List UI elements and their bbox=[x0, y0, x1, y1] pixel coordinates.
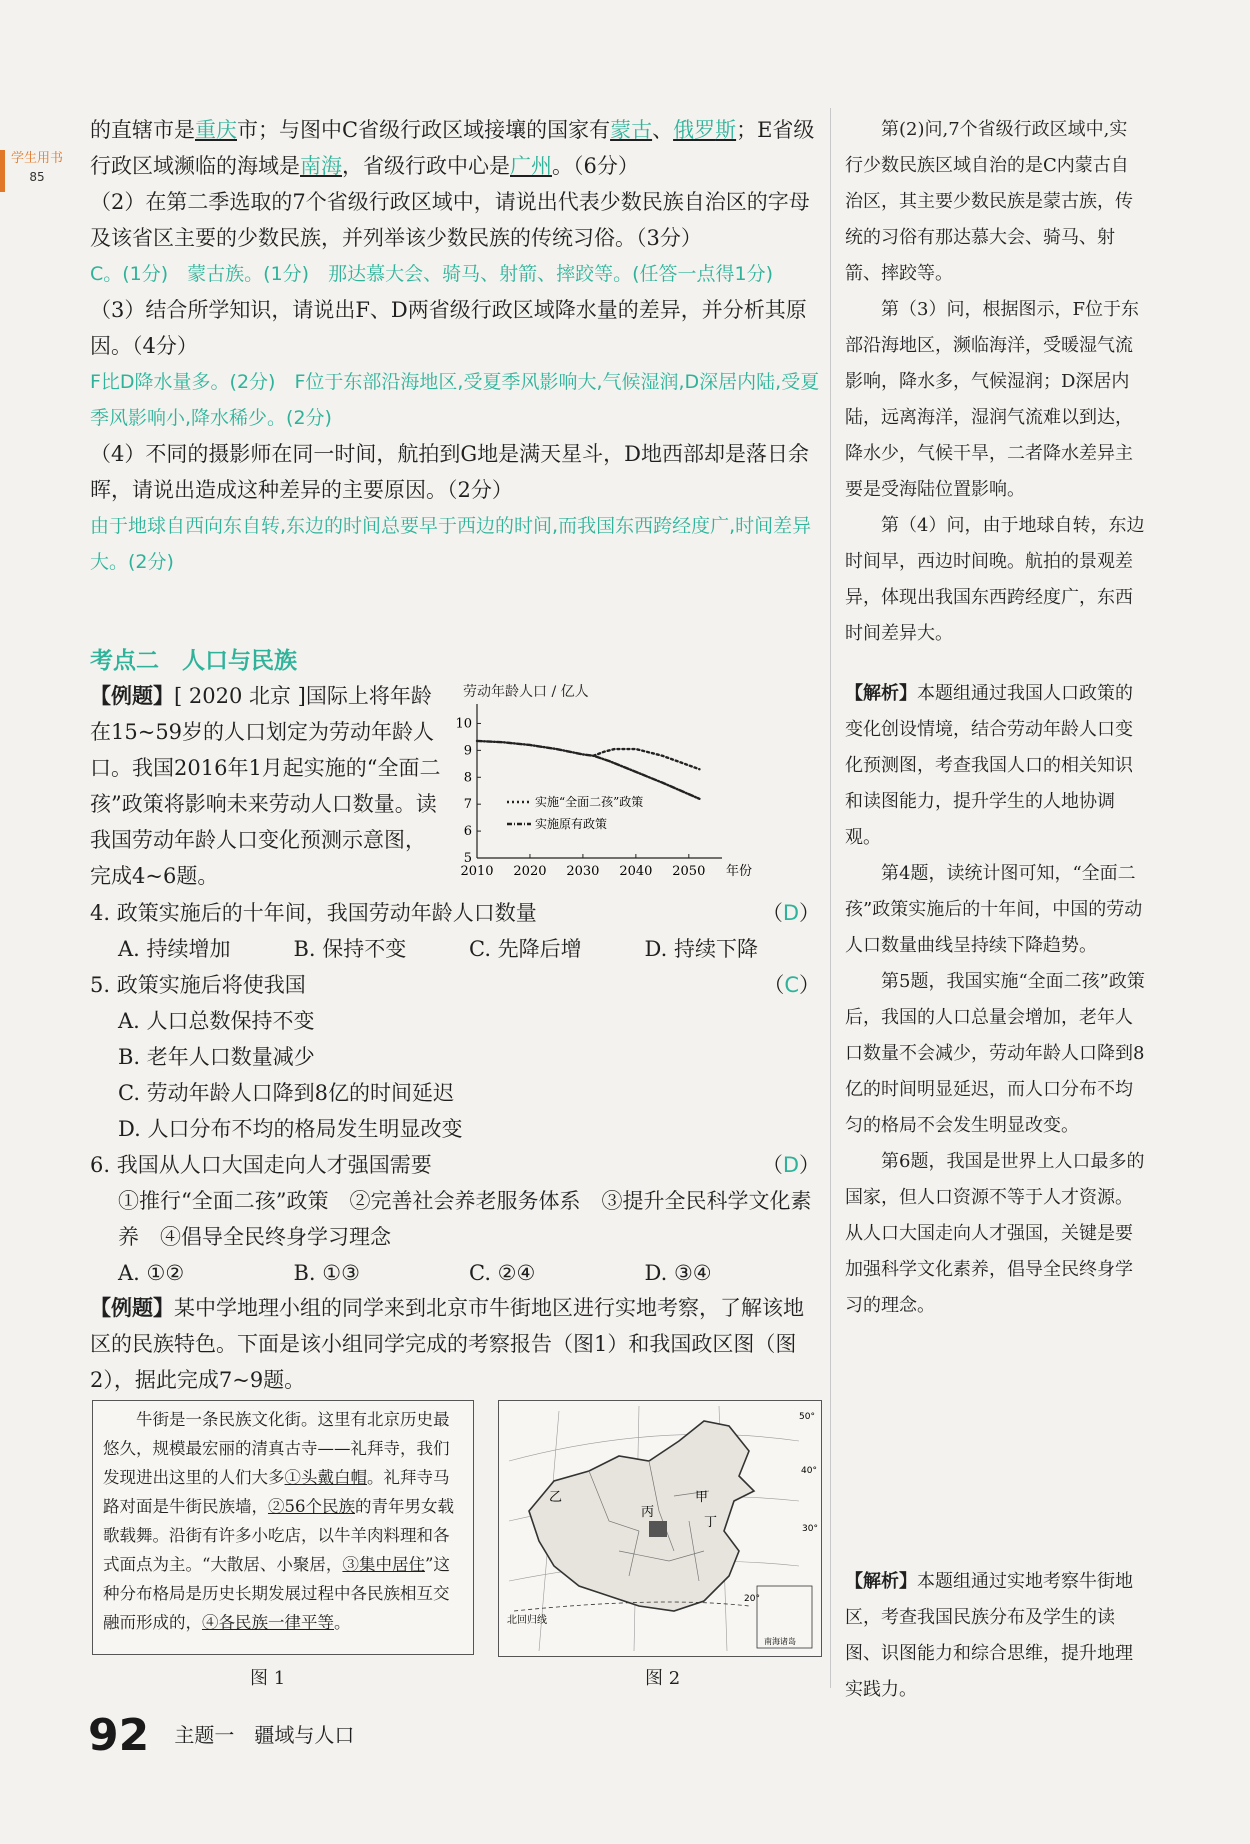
question-block-1 bbox=[90, 112, 820, 580]
x-tick-label: 2030 bbox=[566, 864, 600, 879]
sidebar-tab bbox=[6, 150, 68, 186]
question-5-text: 5. 政策实施后将使我国 bbox=[90, 973, 306, 997]
example-text: 国际上将年龄在15~59岁的人口划定为劳动年龄人口。我国2016年1月起实施的“全面二孩”政策将影响未来劳动人口数量。读我国劳动年龄人口变化预测示意图，完成4~6题。 bbox=[90, 684, 441, 888]
option-c: C. 先降后增 bbox=[469, 937, 582, 961]
option-d: D. ③④ bbox=[644, 1261, 712, 1285]
analysis-2-text bbox=[845, 1564, 1145, 1708]
option-d: D. 人口分布不均的格局发生明显改变 bbox=[118, 1117, 463, 1141]
q1-text: 的直辖市是 bbox=[90, 118, 195, 142]
map-label-tropic: 北回归线 bbox=[507, 1615, 547, 1626]
chart-series-group bbox=[477, 741, 699, 799]
option-d: D. 持续下降 bbox=[644, 937, 758, 961]
map-label-yi: 乙 bbox=[549, 1490, 563, 1505]
x-tick-label: 2020 bbox=[513, 864, 547, 879]
series-line-1 bbox=[594, 749, 700, 769]
map-lat-50: 50° bbox=[799, 1412, 815, 1422]
analysis-1-intro bbox=[845, 676, 1145, 856]
figure-1-caption: 图 1 bbox=[250, 1668, 286, 1689]
analysis-2 bbox=[845, 1564, 1145, 1708]
explanation-q4: 第（4）问，由于地球自转，东边时间早，西边时间晚。航拍的景观差异，体现出我国东西跨经度广，东西时间差异大。 bbox=[845, 515, 1145, 644]
option-c: C. ②④ bbox=[469, 1261, 536, 1285]
chart-title: 劳动年龄人口 / 亿人 bbox=[463, 684, 589, 700]
map-lat-40: 40° bbox=[801, 1466, 817, 1476]
page-footer bbox=[88, 1710, 354, 1761]
paren-open: （ bbox=[761, 1153, 783, 1177]
question-4-answer-box bbox=[762, 895, 820, 931]
q1-text: ，省级行政中心是 bbox=[342, 154, 510, 178]
map-label-ding: 丁 bbox=[704, 1515, 718, 1530]
figure-1-text bbox=[103, 1405, 463, 1637]
example-source: [ 2020 北京 ] bbox=[174, 684, 306, 708]
map-label-bing: 丙 bbox=[641, 1505, 655, 1520]
analysis-q4: 第4题，读统计图可知，“全面二孩”政策实施后的十年间，中国的劳动人口数量曲线呈持续下降趋势。 bbox=[845, 863, 1143, 956]
question-4-answer: D bbox=[782, 901, 799, 925]
analysis-q5: 第5题，我国实施“全面二孩”政策后，我国的人口总量会增加，老年人口数量不会减少，劳动年龄人口降到8亿的时间明显延迟，而人口分布不均匀的格局不会发生明显改变。 bbox=[845, 971, 1145, 1136]
series-line-2 bbox=[477, 741, 699, 799]
choice-questions bbox=[90, 895, 820, 1291]
example-label: 【例题】 bbox=[90, 1296, 174, 1320]
figure-1-report bbox=[92, 1400, 474, 1655]
paren-close: ） bbox=[799, 973, 820, 997]
paren-open: （ bbox=[761, 901, 783, 925]
q1-score: 。（6分） bbox=[552, 154, 639, 178]
option-a: A. 持续增加 bbox=[118, 937, 231, 961]
analysis-tag: 【解析】 bbox=[845, 683, 917, 704]
fig1-text: 。 bbox=[334, 1613, 351, 1632]
option-c: C. 劳动年龄人口降到8亿的时间延迟 bbox=[118, 1081, 455, 1105]
fig1-text: ”这种分布格局是历史长期发展过程中各民族相互交融而形成的， bbox=[103, 1555, 450, 1632]
answer-city: 重庆 bbox=[195, 118, 237, 142]
sidebar-label: 学生用书 bbox=[10, 151, 63, 166]
option-b: B. 老年人口数量减少 bbox=[118, 1045, 315, 1069]
option-b: B. ①③ bbox=[293, 1261, 360, 1285]
explanation-q2: 第(2)问,7个省级行政区域中,实行少数民族区域自治的是C内蒙古自治区，其主要少数民族是蒙古族，传统的习俗有那达慕大会、骑马、射箭、摔跤等。 bbox=[845, 119, 1133, 284]
example-1 bbox=[90, 678, 445, 894]
fig1-underline-4: ④各民族一律平等 bbox=[202, 1613, 334, 1632]
question-4-options bbox=[90, 931, 820, 967]
q4-text: （4）不同的摄影师在同一时间，航拍到G地是满天星斗，D地西部却是落日余晖，请说出造成这种差异的主要原因。（2分） bbox=[90, 442, 809, 502]
q1-tail bbox=[90, 112, 820, 184]
labor-population-chart bbox=[455, 680, 820, 890]
map-region-bing bbox=[649, 1521, 667, 1537]
fig1-underline-3: ③集中居住 bbox=[342, 1555, 425, 1574]
q3-answer: F比D降水量多。(2分) F位于东部沿海地区,受夏季风影响大,气候湿润,D深居内陆,受夏季风影响小,降水稀少。(2分) bbox=[90, 371, 820, 429]
y-tick-label: 7 bbox=[463, 797, 472, 813]
question-5 bbox=[90, 967, 820, 1003]
analysis-q6: 第6题，我国是世界上人口最多的国家，但人口资源不等于人才资源。从人口大国走向人才强国，关键是要加强科学文化素养，倡导全民终身学习的理念。 bbox=[845, 1151, 1145, 1316]
x-tick-label: 2010 bbox=[460, 864, 494, 879]
fig1-text: 的青年男女载歌载舞。沿街有许多小吃店，以牛羊肉料理和各式面点为主。“大散居、小聚居， bbox=[103, 1497, 454, 1574]
y-tick-label: 10 bbox=[455, 716, 472, 732]
map-label-inset: 南海诸岛 bbox=[764, 1637, 796, 1646]
legend-label-1: 实施“全面二孩”政策 bbox=[535, 795, 644, 809]
x-axis-label: 年份 bbox=[726, 864, 753, 879]
y-tick-label: 9 bbox=[463, 743, 472, 759]
question-6-text: 6. 我国从人口大国走向人才强国需要 bbox=[90, 1153, 432, 1177]
analysis-tag: 【解析】 bbox=[845, 1571, 917, 1592]
chapter-title: 主题一 疆域与人口 bbox=[174, 1723, 355, 1747]
paren-open: （ bbox=[763, 973, 785, 997]
answer-country-2-end: 斯 bbox=[715, 118, 737, 142]
q1-sep: 、 bbox=[652, 118, 674, 142]
column-divider bbox=[830, 108, 831, 1688]
y-tick-label: 6 bbox=[463, 824, 472, 840]
q2-answer: C。(1分) 蒙古族。(1分) 那达慕大会、骑马、射箭、摔跤等。(任答一点得1分) bbox=[90, 263, 774, 285]
question-5-answer: C bbox=[784, 973, 799, 997]
answer-country-2: 俄罗 bbox=[673, 118, 716, 142]
answer-country-1: 蒙古 bbox=[610, 118, 653, 142]
question-6-answer: D bbox=[782, 1153, 799, 1177]
chart-legend bbox=[507, 794, 643, 831]
y-tick-label: 8 bbox=[463, 770, 472, 786]
q1-text: ；E省级行政区域濒临的海域是 bbox=[90, 118, 815, 178]
analysis-2-body: 本题组通过实地考察牛街地区，考查我国民族分布及学生的读图、识图能力和综合思维，提升地理实践力。 bbox=[845, 1571, 1133, 1700]
figure-2-caption: 图 2 bbox=[645, 1668, 681, 1689]
paren-close: ） bbox=[799, 1153, 820, 1177]
question-4-text: 4. 政策实施后的十年间，我国劳动年龄人口数量 bbox=[90, 901, 537, 925]
question-4 bbox=[90, 895, 820, 931]
option-a: A. 人口总数保持不变 bbox=[118, 1009, 315, 1033]
page-number: 92 bbox=[88, 1710, 150, 1761]
map-lat-20: 20° bbox=[744, 1594, 760, 1604]
option-a: A. ①② bbox=[118, 1261, 185, 1285]
answer-capital: 广州 bbox=[510, 154, 552, 178]
analysis-intro-text: 本题组通过我国人口政策的变化创设情境，结合劳动年龄人口变化预测图，考查我国人口的相关知识和读图能力，提升学生的人地协调观。 bbox=[845, 683, 1133, 848]
sidebar-page-number: 85 bbox=[29, 170, 45, 184]
fig1-text: 。礼拜寺马路对面是牛街民族墙， bbox=[103, 1468, 450, 1516]
explanation-q3: 第（3）问，根据图示，F位于东部沿海地区，濒临海洋，受暖湿气流影响，降水多，气候湿润；D深居内陆，远离海洋，湿润气流难以到达，降水少，气候干旱，二者降水差异主要是受海陆位置影响。 bbox=[845, 299, 1139, 500]
fig1-text: 牛街是一条民族文化街。这里有北京历史最悠久，规模最宏丽的清真古寺——礼拜寺，我们发现进出这里的人们大多 bbox=[103, 1410, 450, 1487]
question-5-answer-box bbox=[763, 967, 820, 1003]
question-6-stem: ①推行“全面二孩”政策 ②完善社会养老服务体系 ③提升全民科学文化素养 ④倡导全民终身学习理念 bbox=[118, 1189, 812, 1249]
sidebar-accent-bar bbox=[0, 150, 5, 192]
section-title: 考点二 人口与民族 bbox=[90, 648, 297, 674]
figure-2-china-map bbox=[498, 1400, 822, 1657]
analysis-1 bbox=[845, 676, 1145, 1324]
example-text: 某中学地理小组的同学来到北京市牛街地区进行实地考察，了解该地区的民族特色。下面是该小组同学完成的考察报告（图1）和我国政区图（图2），据此完成7~9题。 bbox=[90, 1296, 804, 1392]
x-tick-label: 2040 bbox=[619, 864, 653, 879]
legend-label-2: 实施原有政策 bbox=[535, 817, 608, 831]
map-label-jia: 甲 bbox=[695, 1490, 709, 1505]
fig1-underline-2: ②56个民族 bbox=[268, 1497, 355, 1516]
q2-text: （2）在第二季选取的7个省级行政区域中，请说出代表少数民族自治区的字母及该省区主要的少数民族，并列举该少数民族的传统习俗。（3分） bbox=[90, 190, 810, 250]
question-6-options bbox=[90, 1255, 820, 1291]
example-2 bbox=[90, 1290, 820, 1398]
x-tick-label: 2050 bbox=[672, 864, 706, 879]
question-6-answer-box bbox=[762, 1147, 820, 1183]
question-6 bbox=[90, 1147, 820, 1183]
fig1-underline-1: ①头戴白帽 bbox=[284, 1468, 367, 1487]
option-b: B. 保持不变 bbox=[293, 937, 407, 961]
paren-close: ） bbox=[799, 901, 820, 925]
map-lat-30: 30° bbox=[802, 1524, 818, 1534]
answer-sea: 南海 bbox=[300, 154, 342, 178]
chart-axes bbox=[455, 704, 752, 879]
q1-text: 市；与图中C省级行政区域接壤的国家有 bbox=[237, 118, 611, 142]
q4-answer: 由于地球自西向东自转,东边的时间总要早于西边的时间,而我国东西跨经度广,时间差异大。(2分) bbox=[90, 515, 812, 573]
q3-text: （3）结合所学知识，请说出F、D两省级行政区域降水量的差异，并分析其原因。（4分） bbox=[90, 298, 807, 358]
example-label: 【例题】 bbox=[90, 684, 174, 708]
explanation-top bbox=[845, 112, 1145, 652]
y-tick-label: 5 bbox=[463, 851, 472, 866]
